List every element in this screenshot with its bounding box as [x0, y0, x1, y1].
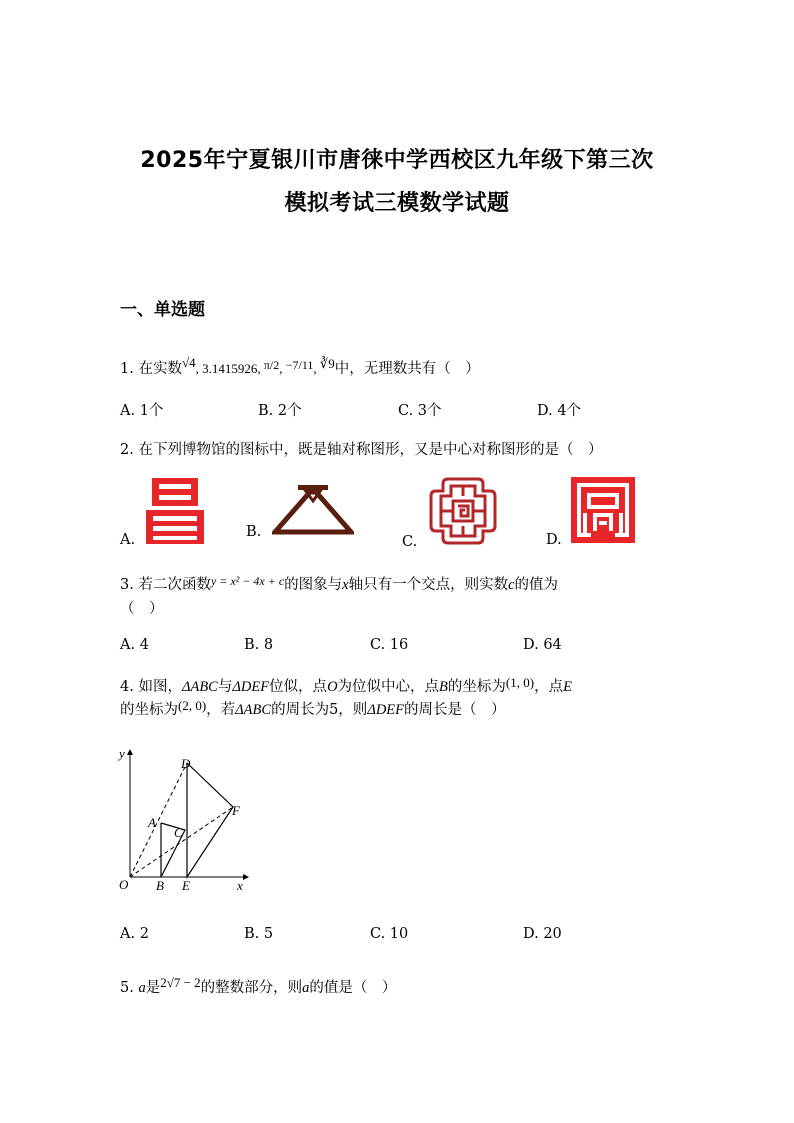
ray-od — [130, 763, 187, 877]
question-5 — [120, 976, 396, 997]
q2-option-c-label: C. — [402, 534, 418, 550]
q5-a-var: a — [138, 980, 146, 996]
q4-option-d: D. 20 — [523, 926, 562, 942]
q5-expression: 2√7 − 2 — [160, 975, 201, 990]
q4-t8: 的坐标为 — [447, 679, 506, 695]
q5-mid: 是 — [145, 980, 161, 996]
q4-point-e: E — [563, 679, 572, 695]
q3-prefix: 3. 若二次函数 — [120, 577, 211, 593]
label-e: E — [182, 878, 190, 893]
q1-option-c: C. 3个 — [398, 403, 442, 419]
label-d: D — [181, 756, 191, 771]
q4-option-b: B. 5 — [244, 926, 274, 942]
label-f: F — [232, 803, 240, 818]
q3-c-var: c — [508, 577, 515, 593]
question-3 — [120, 573, 558, 594]
label-y: y — [119, 746, 125, 761]
q3-option-c: C. 16 — [370, 637, 409, 653]
q1-option-b: B. 2个 — [258, 403, 302, 419]
museum-icon-a — [146, 478, 204, 544]
q4-t10: ，点 — [534, 679, 564, 695]
ray-of — [130, 807, 233, 877]
label-o: O — [119, 877, 129, 892]
q3-option-a: A. 4 — [120, 637, 149, 653]
q4-option-c: C. 10 — [370, 926, 409, 942]
q4-t6: 为位似中心，点 — [337, 679, 440, 695]
q1-suffix: 中，无理数共有（ ） — [334, 361, 480, 377]
label-x: x — [237, 878, 243, 893]
label-c: C — [174, 825, 183, 840]
q3-suffix: 的值为 — [514, 577, 559, 593]
q1-item-pi: π/2 — [263, 358, 280, 372]
label-b: B — [156, 878, 164, 893]
q4-tri-abc-2: ΔABC — [235, 702, 272, 718]
q3-option-d: D. 64 — [523, 637, 562, 653]
q4-tri-def: ΔDEF — [232, 679, 270, 695]
label-a: A — [148, 815, 156, 830]
q4-tri-abc: ΔABC — [181, 679, 218, 695]
section-heading: 一、单选题 — [120, 300, 205, 320]
q4-tri-def-2: ΔDEF — [367, 702, 405, 718]
q1-item-fraction: −7/11 — [285, 358, 314, 372]
q5-a-var-2: a — [302, 980, 310, 996]
q4-point-b: B — [439, 679, 448, 695]
doc-title-line2: 模拟考试三模数学试题 — [284, 191, 510, 216]
q1-item-cuberoot: ∛9 — [319, 356, 335, 371]
q3-option-b: B. 8 — [244, 637, 274, 653]
q4-t4: 位似，点 — [269, 679, 328, 695]
q1-item-decimal: 3.1415926 — [202, 361, 258, 376]
q4-option-a: A. 2 — [120, 926, 149, 942]
q2-option-a-label: A. — [120, 532, 136, 548]
q4-figure — [115, 742, 255, 894]
q1-prefix: 1. 在实数 — [120, 361, 182, 377]
q3-expression: y = x² − 4x + c — [210, 574, 285, 588]
question-4-line2 — [120, 698, 506, 719]
q5-suffix2: 的值是（ ） — [309, 980, 397, 996]
q4-t2: 与 — [217, 679, 233, 695]
triangle-def — [187, 763, 233, 877]
q4-u0: 的坐标为 — [120, 702, 178, 718]
question-2: 2. 在下列博物馆的图标中，既是轴对称图形，又是中心对称图形的是（ ） — [120, 442, 603, 458]
museum-icon-d — [571, 477, 635, 543]
q1-item-sqrt4: √4 — [181, 355, 196, 370]
q4-point-o: O — [327, 679, 338, 695]
q4-t0: 4. 如图， — [120, 679, 182, 695]
museum-icon-c — [428, 476, 498, 546]
q4-coord-e: (2, 0) — [178, 698, 207, 713]
q3-x-var: x — [342, 577, 349, 593]
doc-title-line1: 2025年宁夏银川市唐徕中学西校区九年级下第三次 — [140, 148, 654, 173]
q4-coord-b: (1, 0) — [505, 675, 535, 690]
question-4-line1 — [120, 675, 572, 696]
q1-option-a: A. 1个 — [120, 403, 164, 419]
museum-icon-b — [272, 483, 354, 535]
q4-u6: 的周长是（ ） — [404, 702, 506, 718]
q2-option-b-label: B. — [246, 524, 262, 540]
q4-u4: 的周长为5，则 — [271, 702, 368, 718]
question-1: 1. 在实数√4, 3.1415926, $^{\pi/2}$, $^{-7/11}$, ∛9中，无理数共有（ ） — [120, 355, 480, 377]
q2-option-d-label: D. — [546, 532, 562, 548]
q4-u2: ，若 — [206, 702, 236, 718]
q3-mid2: 轴只有一个交点，则实数 — [348, 577, 509, 593]
q1-option-d: D. 4个 — [537, 403, 582, 419]
q5-suffix: 的整数部分，则 — [200, 980, 303, 996]
q3-mid: 的图象与 — [284, 577, 343, 593]
q3-line2: （ ） — [120, 601, 164, 617]
q5-prefix: 5. — [120, 980, 139, 996]
